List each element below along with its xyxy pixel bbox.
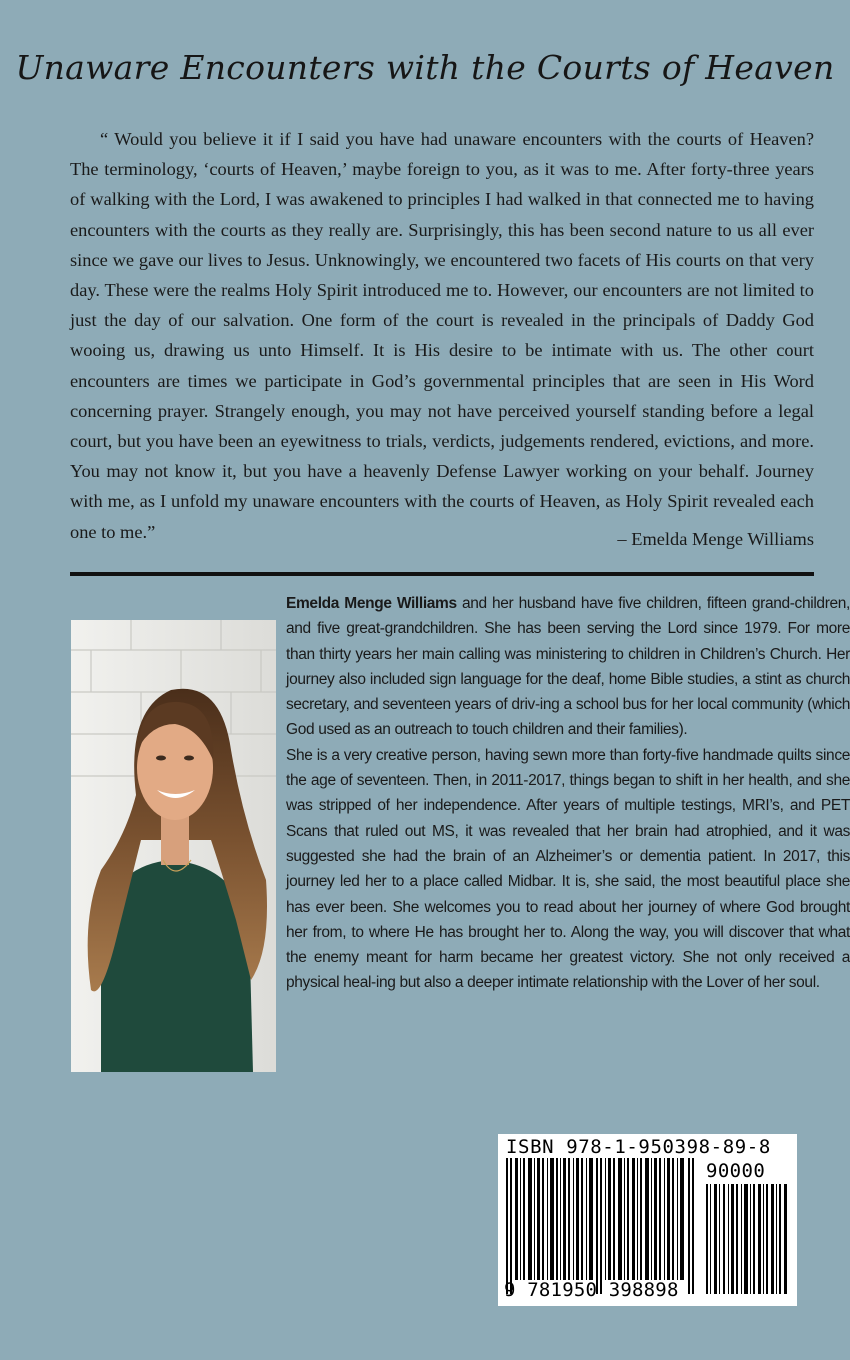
barcode-digits: 9 781950 398898 xyxy=(504,1279,679,1301)
bio-paragraph-1 xyxy=(286,591,850,743)
isbn-barcode xyxy=(498,1134,797,1306)
section-divider xyxy=(70,572,814,576)
price-barcode-bars xyxy=(706,1184,790,1294)
back-cover-quote: “ Would you believe it if I said you have had unaware encounters with the courts of Heaven? The terminology, ‘courts of Heaven,’ maybe foreign to you, as it was to me. After forty-three years of walking with the Lord, I was awakened to principles I had walked in that connected me to having encounters with the courts as they really are. Surprisingly, this has been second nature to us all ever since we gave our lives to Jesus. Unknowingly, we encountered two facets of His courts on that very day. These were the realms Holy Spirit introduced me to. However, our encounters are not limited to just the day of our salvation. One form of the court is revealed in the principals of Daddy God wooing us, drawing us unto Himself. It is His desire to be intimate with us. The other court encounters are times we participate in God’s governmental principles that are seen in His Word concerning prayer. Strangely enough, you may not have perceived yourself standing before a legal court, but you have been an eyewitness to trials, verdicts, judgements rendered, evictions, and more. You may not know it, but you have a heavenly Defense Lawyer working on your behalf. Journey with me, as I unfold my unaware encounters with the courts of Heaven, as Holy Spirit revealed each one to me.” xyxy=(70,129,814,542)
price-code: 90000 xyxy=(706,1160,766,1182)
book-title: Unaware Encounters with the Courts of Heaven xyxy=(15,48,835,87)
isbn-number: ISBN 978-1-950398-89-8 xyxy=(506,1136,771,1158)
author-name: Emelda Menge Williams xyxy=(286,595,457,612)
author-bio xyxy=(286,591,850,996)
bio-paragraph-1-text: and her husband have five children, fifteen grand-children, and five great-grandchildren. She has been serving the Lord since 1979. For more than thirty years her main calling was ministering to children in Children’s Church. Her journey also included sign language for the deaf, home Bible studies, a stint as church secretary, and seventeen years of driv-ing a school bus for her local community (which God used as an outreach to touch children and their families). xyxy=(286,595,850,739)
bio-paragraph-2: She is a very creative person, having sewn more than forty-five handmade quilts since the age of seventeen. Then, in 2011-2017, things began to shift in her health, and she was stripped of her independence. After years of multiple testings, MRI’s, and PET Scans that ruled out MS, it was revealed that her brain had atrophied, and it was suggested she had the brain of an Alzheimer’s or dementia patient. In 2017, this journey led her to a place called Midbar. It is, she said, the most beautiful place she has ever been. She welcomes you to read about her journey of where God brought her from, to where He has brought her to. Along the way, you will discover that what the enemy meant for harm became her greatest victory. She not only received a physical heal-ing but also a deeper intimate relationship with the Lover of her soul. xyxy=(286,746,850,992)
ean-barcode-bars xyxy=(506,1158,698,1294)
quote-attribution: – Emelda Menge Williams xyxy=(617,529,814,549)
author-photo xyxy=(71,620,276,1072)
